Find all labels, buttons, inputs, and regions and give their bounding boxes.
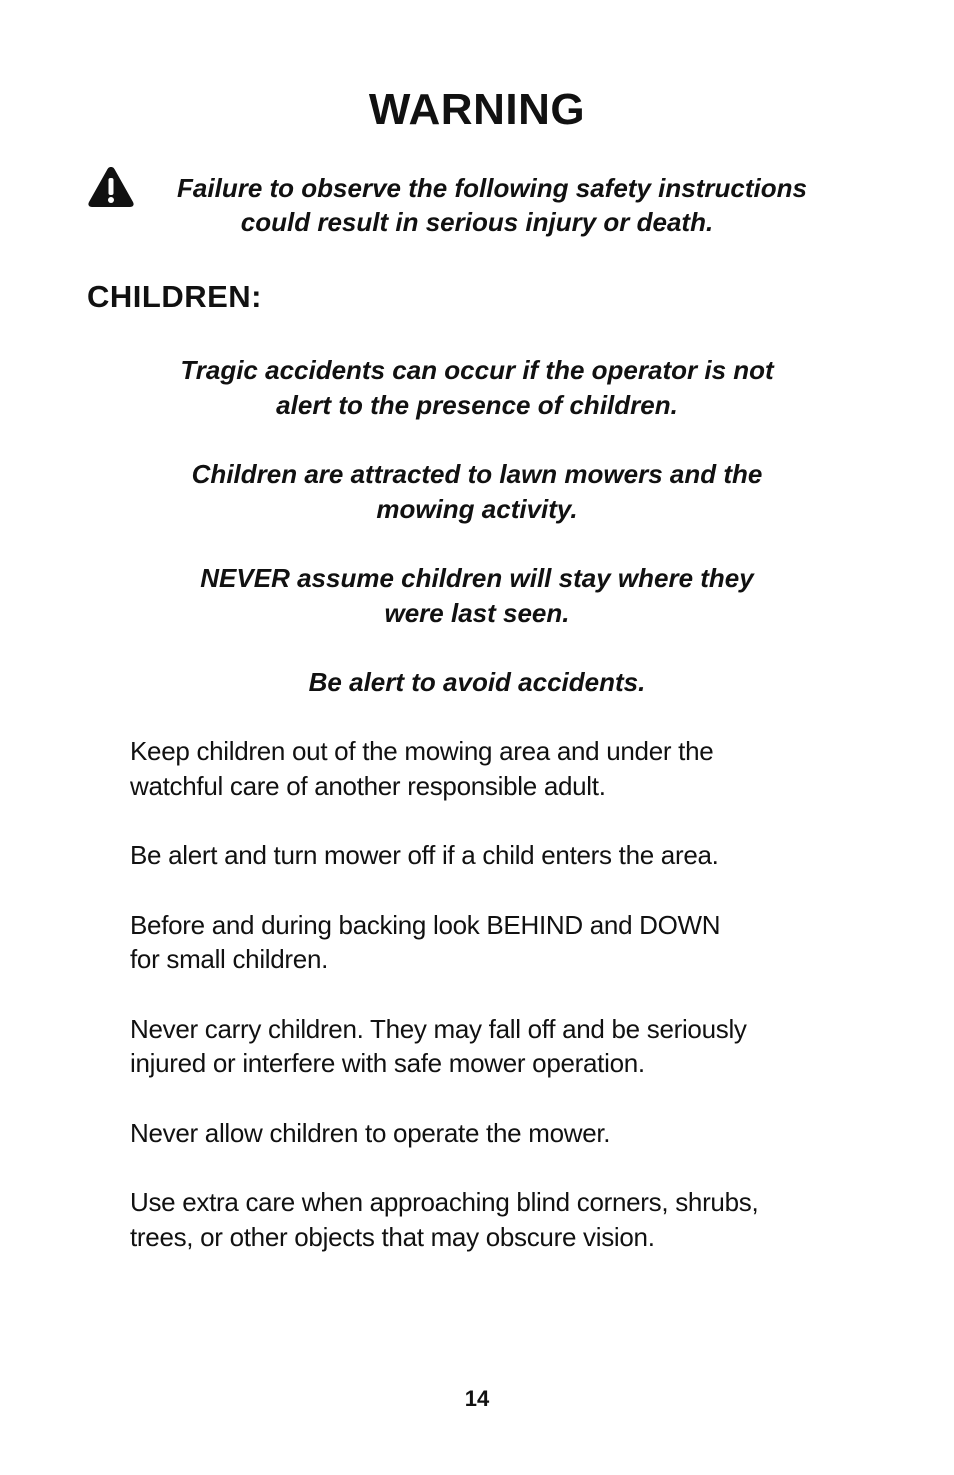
instruction-line: Keep children out of the mowing area and under the <box>130 736 714 766</box>
callout-line: alert to the presence of children. <box>276 389 678 420</box>
safety-instruction <box>130 1185 850 1254</box>
callout-list <box>130 353 824 735</box>
callout <box>130 561 824 630</box>
callout-line: NEVER assume children will stay where they <box>200 563 754 593</box>
callout-line: Children are attracted to lawn mowers and the <box>191 459 763 489</box>
safety-instruction <box>130 734 850 803</box>
callout-line: mowing activity. <box>376 493 578 524</box>
instruction-line: injured or interfere with safe mower operation. <box>130 1048 645 1078</box>
page-number: 14 <box>464 1386 490 1411</box>
warning-statement-line-1: Failure to observe the following safety instructions <box>177 173 807 203</box>
callout-line: Be alert to avoid accidents. <box>308 667 646 697</box>
instruction-line: trees, or other objects that may obscure vision. <box>130 1221 655 1252</box>
warning-statement-line-2: could result in serious injury or death. <box>240 207 714 237</box>
callout <box>130 353 824 422</box>
safety-instruction <box>130 1116 850 1151</box>
instruction-line: for small children. <box>130 944 329 974</box>
safety-instruction <box>130 1012 850 1081</box>
safety-instruction <box>130 838 850 873</box>
callout <box>130 457 824 526</box>
callout-line: were last seen. <box>384 597 570 628</box>
instruction-line: Be alert and turn mower off if a child enters the area. <box>130 840 719 870</box>
instruction-line: Use extra care when approaching blind corners, shrubs, <box>130 1187 759 1217</box>
callout-line: Tragic accidents can occur if the operator is not <box>180 355 774 385</box>
callout <box>130 665 824 700</box>
safety-instruction-list <box>130 734 850 1289</box>
instruction-line: Never carry children. They may fall off and be seriously <box>130 1013 747 1044</box>
instruction-line: Never allow children to operate the mower. <box>130 1117 611 1148</box>
instruction-line: Before and during backing look BEHIND and DOWN <box>130 909 721 940</box>
safety-instruction <box>130 908 850 977</box>
section-heading: CHILDREN: <box>87 279 262 314</box>
page-title: WARNING <box>368 85 586 134</box>
instruction-line: watchful care of another responsible adult. <box>130 770 606 801</box>
